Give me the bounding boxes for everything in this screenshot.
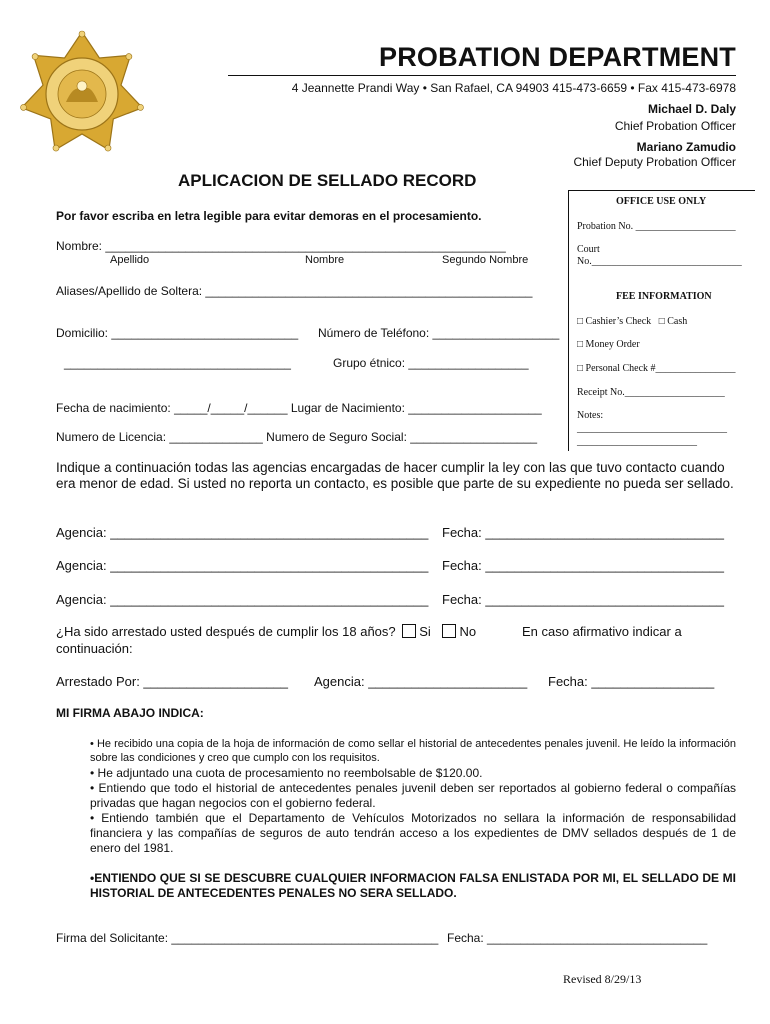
- checkbox-icon[interactable]: □: [577, 339, 584, 350]
- personal-check-label: Personal Check #________________: [585, 363, 736, 374]
- si-label: Si: [419, 624, 431, 639]
- agencia-field[interactable]: Agencia: ____________________________________________: [56, 525, 429, 540]
- probation-number-field[interactable]: Probation No. ____________________: [577, 221, 736, 232]
- cash-label: Cash: [667, 316, 688, 327]
- bullet-text: He recibido una copia de la hoja de información de como sellar el historial de antecedentes penales juvenil. He leído la información sobre las condiciones y creo que cumplo con los requisitos.: [90, 738, 736, 764]
- telefono-field[interactable]: Número de Teléfono: ___________________: [318, 326, 560, 340]
- nombre-sublabel: Nombre: [305, 254, 345, 266]
- bullet-icon: •: [90, 766, 95, 780]
- notes-line[interactable]: ________________________: [577, 436, 697, 447]
- arrestado-por-field[interactable]: Arrestado Por: ____________________: [56, 674, 289, 689]
- arrest-followup: En caso afirmativo indicar a: [522, 624, 682, 639]
- aliases-field[interactable]: Aliases/Apellido de Soltera: _________________________________________________: [56, 284, 533, 298]
- bullet-item: [90, 737, 736, 765]
- arrest-agencia-field[interactable]: Agencia: ______________________: [314, 674, 528, 689]
- apellido-sublabel: Apellido: [110, 254, 150, 266]
- money-order-label: Money Order: [585, 339, 640, 350]
- star-tip-ball: [53, 145, 59, 151]
- star-tip-ball: [105, 145, 111, 151]
- star-tip-ball: [79, 31, 85, 37]
- cashiers-check-option[interactable]: [577, 316, 687, 327]
- form-title: APLICACION DE SELLADO RECORD: [178, 171, 477, 190]
- bullet-item: [90, 781, 736, 811]
- cashiers-check-label: Cashier’s Check: [585, 316, 652, 327]
- grupo-etnico-field[interactable]: Grupo étnico: __________________: [333, 356, 529, 370]
- fecha-field[interactable]: Fecha: _________________________________: [442, 525, 724, 540]
- deputy-officer-title: Chief Deputy Probation Officer: [573, 155, 736, 169]
- arrest-fecha-field[interactable]: Fecha: _________________: [548, 674, 715, 689]
- checkbox-icon[interactable]: □: [577, 316, 584, 327]
- arrest-continuation: continuación:: [56, 641, 133, 656]
- deputy-officer-name: Mariano Zamudio: [636, 140, 736, 154]
- department-address: 4 Jeannette Prandi Way • San Rafael, CA 94903 415-473-6659 • Fax 415-473-6978: [291, 81, 736, 95]
- agencies-instructions: Indique a continuación todas las agencias encargadas de hacer cumplir la ley con las que tuvo contacto cuando era menor de edad. Si usted no reporta un contacto, es posible que parte de su expediente no pueda ser sellado.: [56, 460, 734, 491]
- star-tip-ball: [126, 54, 132, 60]
- revision-date: Revised 8/29/13: [563, 972, 642, 986]
- agencia-field[interactable]: Agencia: ____________________________________________: [56, 592, 429, 607]
- si-checkbox[interactable]: [402, 624, 416, 638]
- bullet-icon: •: [90, 781, 95, 795]
- bullet-text: Entiendo también que el Departamento de Vehículos Motorizados no sellara la información de responsabilidad financiera y las compañías de seguros de auto tendrán acceso a los expedientes de DMV sellados después de 1 de enero del 1981.: [90, 811, 736, 855]
- domicilio-continuation-field[interactable]: __________________________________: [64, 356, 291, 370]
- fecha-lugar-nacimiento-field[interactable]: Fecha de nacimiento: _____/_____/______ Lugar de Nacimiento: ____________________: [56, 401, 542, 415]
- court-label: Court: [577, 244, 600, 255]
- star-tip-ball: [21, 104, 27, 110]
- header-rule: [228, 75, 736, 76]
- licencia-seguro-field[interactable]: Numero de Licencia: ______________ Numero de Seguro Social: ___________________: [56, 430, 538, 444]
- domicilio-field[interactable]: Domicilio: ____________________________: [56, 326, 299, 340]
- money-order-option[interactable]: [577, 339, 640, 350]
- no-checkbox[interactable]: [442, 624, 456, 638]
- no-label: No: [459, 624, 477, 639]
- fecha-field[interactable]: Fecha: _________________________________: [442, 592, 724, 607]
- nombre-field[interactable]: Nombre: ____________________________________________________________: [56, 239, 506, 253]
- chief-officer-name: Michael D. Daly: [647, 102, 736, 116]
- court-number-field[interactable]: No.______________________________: [577, 256, 742, 267]
- chief-officer-title: Chief Probation Officer: [614, 119, 736, 133]
- instruction-text: Por favor escriba en letra legible para evitar demoras en el procesamiento.: [56, 209, 482, 223]
- bullet-item: [90, 811, 736, 856]
- office-use-title: OFFICE USE ONLY: [616, 196, 707, 207]
- signature-heading: MI FIRMA ABAJO INDICA:: [56, 706, 204, 720]
- badge-star-icon: [18, 28, 146, 156]
- bullet-icon: •: [90, 871, 95, 885]
- notes-line[interactable]: ______________________________: [577, 423, 727, 434]
- bullet-icon: •: [90, 811, 95, 825]
- checkbox-icon[interactable]: □: [658, 316, 665, 327]
- fee-information-title: FEE INFORMATION: [616, 291, 712, 302]
- firma-fecha-field[interactable]: Fecha: _________________________________: [447, 931, 708, 945]
- personal-check-option[interactable]: [577, 363, 736, 374]
- fecha-field[interactable]: Fecha: _________________________________: [442, 558, 724, 573]
- segundo-nombre-sublabel: Segundo Nombre: [442, 254, 529, 266]
- warning-text: ENTIENDO QUE SI SE DESCUBRE CUALQUIER INFORMACION FALSA ENLISTADA POR MI, EL SELLADO DE MI HISTORIAL DE ANTECEDENTES PENALES NO SERA SELLADO.: [90, 871, 736, 900]
- bullet-text: Entiendo que todo el historial de antecedentes penales juvenil deben ser reportados al gobierno federal o compañías privadas que hagan negocios con el gobierno federal.: [90, 781, 736, 810]
- probation-badge: [18, 28, 146, 156]
- bullet-text: He adjuntado una cuota de procesamiento no reembolsable de $120.00.: [97, 766, 483, 780]
- agencia-field[interactable]: Agencia: ____________________________________________: [56, 558, 429, 573]
- checkbox-icon[interactable]: □: [577, 363, 584, 374]
- star-tip-ball: [32, 54, 38, 60]
- star-tip-ball: [138, 104, 144, 110]
- arrest-question: ¿Ha sido arrestado usted después de cumplir los 18 años?: [56, 624, 396, 639]
- department-title: PROBATION DEPARTMENT: [379, 42, 736, 72]
- receipt-number-field[interactable]: Receipt No.____________________: [577, 387, 725, 398]
- arrest-question-row: [56, 624, 476, 639]
- notes-label: Notes:: [577, 410, 604, 421]
- bullet-item: [90, 766, 736, 780]
- bullet-icon: •: [90, 738, 94, 750]
- firma-solicitante-field[interactable]: Firma del Solicitante: ________________________________________: [56, 931, 439, 945]
- false-information-warning: [90, 871, 736, 901]
